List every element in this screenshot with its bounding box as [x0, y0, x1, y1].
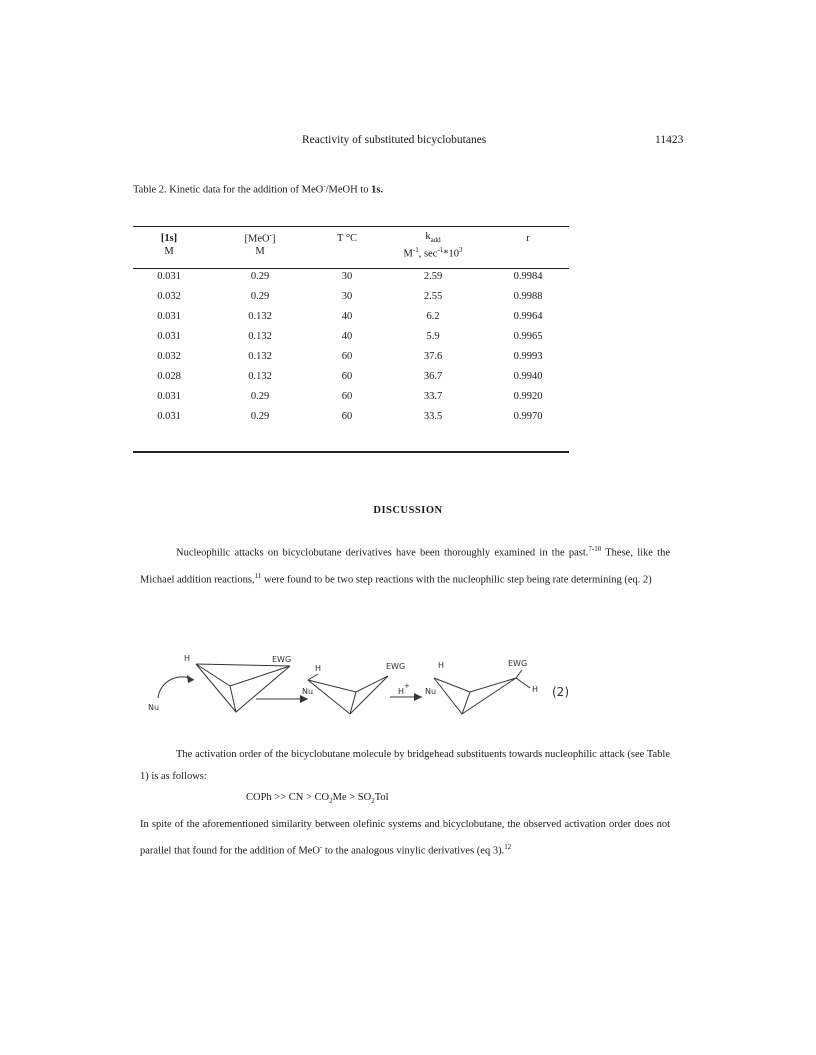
table-cell: 0.9993: [513, 350, 543, 362]
table-cell: 0.9964: [513, 310, 543, 322]
col-header-substrate: [1s]: [160, 232, 178, 244]
table-cell: 0.29: [250, 410, 270, 422]
table-row: [133, 366, 569, 386]
table-cell: 40: [341, 310, 353, 322]
table-cell: 2.55: [423, 290, 443, 302]
col-header-temperature: T °C: [336, 232, 358, 244]
table-row: [133, 266, 569, 286]
table-cell: 0.028: [157, 370, 181, 382]
table-caption: Table 2. Kinetic data for the addition of MeO-/MeOH to 1s.: [133, 182, 384, 196]
table-cell: 0.132: [248, 330, 272, 342]
caption-reagent: MeO: [301, 184, 324, 196]
table-row: [133, 386, 569, 406]
p1-text-c: were found to be two step reactions with the nucleophilic step being rate determining (eq. 2): [261, 574, 652, 585]
table-cell: 30: [341, 290, 353, 302]
label-ewg-1: EWG: [272, 655, 292, 664]
table-unit-row: [133, 246, 569, 262]
table-body: [133, 266, 569, 426]
label-nu-1: Nu: [148, 703, 160, 712]
table-cell: 37.6: [423, 350, 443, 362]
col-header-r: r: [526, 232, 530, 244]
p3-text-a: In spite of the aforementioned similarity between olefinic systems and bicyclobutane, the observed activation order does not parallel that found for the addition of MeO: [140, 819, 670, 857]
p3-text-b: to the analogous vinylic derivatives (eq 3).: [322, 845, 505, 857]
col-header-methoxide: [MeO-]: [244, 231, 276, 245]
table-cell: 40: [341, 330, 353, 342]
table-cell: 0.9988: [513, 290, 543, 302]
p1-text-a: Nucleophilic attacks on bicyclobutane derivatives have been thoroughly examined in the past.: [176, 547, 589, 559]
table-cell: 0.132: [248, 310, 272, 322]
caption-compound: 1s.: [371, 184, 384, 196]
table-bottom-rule: [133, 451, 569, 453]
table-cell: 0.031: [157, 270, 181, 282]
table-cell: 0.031: [157, 310, 181, 322]
table-cell: 0.9940: [513, 370, 543, 382]
table-cell: 36.7: [423, 370, 443, 382]
bicyclobutane-3: [434, 670, 530, 714]
table-header-row: [133, 230, 569, 246]
paragraph-2: The activation order of the bicyclobutane molecule by bridgehead substituents towards nucleophilic attack (see Table 1) is as follows:: [140, 749, 670, 782]
table-cell: 33.5: [423, 410, 443, 422]
reaction-scheme: [140, 650, 620, 722]
table-cell: 6.2: [426, 310, 440, 322]
table-cell: 0.9965: [513, 330, 543, 342]
table-cell: 0.031: [157, 390, 181, 402]
table-cell: 0.29: [250, 290, 270, 302]
table-cell: 60: [341, 410, 353, 422]
p1-ref-2: 11: [254, 571, 262, 580]
paragraph-3: In spite of the aforementioned similarity between olefinic systems and bicyclobutane, the observed activation order does not parallel that found for the addition of MeO- to the analogous vinylic derivatives (eq 3).$^{12}$: [140, 819, 670, 857]
table-cell: 0.032: [157, 350, 181, 362]
bicyclobutane-2: [308, 674, 388, 714]
p1-text-b: These, like the Michael addition reactions,: [140, 547, 670, 585]
table-row: [133, 406, 569, 426]
page-number: 11423: [655, 134, 684, 146]
table-cell: 60: [341, 370, 353, 382]
unit-temperature: [315, 246, 379, 262]
label-ewg-3: EWG: [508, 659, 528, 668]
caption-mid: /MeOH to: [325, 184, 372, 196]
table-row: [133, 346, 569, 366]
label-h-2: H: [315, 664, 322, 673]
table-cell: 60: [341, 350, 353, 362]
label-h-1: H: [184, 654, 191, 663]
table-row: [133, 326, 569, 346]
running-title: Reactivity of substituted bicyclobutanes: [302, 134, 487, 146]
table-cell: 2.59: [423, 270, 443, 282]
equation-number: (2): [552, 685, 569, 699]
caption-prefix: Table 2. Kinetic data for the addition of: [133, 184, 302, 196]
table-cell: 0.132: [248, 370, 272, 382]
label-h-4: H: [532, 685, 539, 694]
unit-kadd: $M^{-1}$, $\sec^{-1}*10^3$: [403, 246, 463, 260]
label-hplus: H: [398, 687, 405, 696]
label-nu-3: Nu: [425, 687, 437, 696]
table-cell: 0.9970: [513, 410, 543, 422]
table-top-rule: [133, 226, 569, 227]
table-cell: 0.29: [250, 390, 270, 402]
label-ewg-2: EWG: [386, 662, 406, 671]
table-cell: 33.7: [423, 390, 443, 402]
p3-ref: 12: [504, 843, 512, 851]
table-cell: 0.031: [157, 410, 181, 422]
table-cell: 30: [341, 270, 353, 282]
table-cell: 0.9920: [513, 390, 543, 402]
table-cell: 0.032: [157, 290, 181, 302]
table-cell: 0.031: [157, 330, 181, 342]
table-row: [133, 306, 569, 326]
table-cell: 5.9: [426, 330, 440, 342]
bicyclobutane-1: [196, 664, 290, 712]
table-row: [133, 286, 569, 306]
col-header-kadd: $k_{add}$: [425, 231, 441, 245]
label-nu-2: Nu: [302, 687, 314, 696]
table-cell: 60: [341, 390, 353, 402]
table-cell: 0.9984: [513, 270, 543, 282]
unit-methoxide: M: [255, 246, 265, 257]
unit-r: [487, 246, 569, 262]
unit-substrate: M: [164, 246, 174, 257]
table-cell: 0.132: [248, 350, 272, 362]
svg-text:+: +: [404, 682, 410, 690]
kinetic-data-table: [133, 230, 569, 426]
paragraph-1: [140, 538, 670, 591]
p1-ref-1: 7-10: [588, 545, 602, 553]
table-cell: 0.29: [250, 270, 270, 282]
section-heading: DISCUSSION: [373, 505, 443, 516]
label-h-3: H: [438, 661, 445, 670]
activation-order-formula: COPh >> CN > $CO_2Me > SO_2Tol$: [246, 792, 389, 806]
